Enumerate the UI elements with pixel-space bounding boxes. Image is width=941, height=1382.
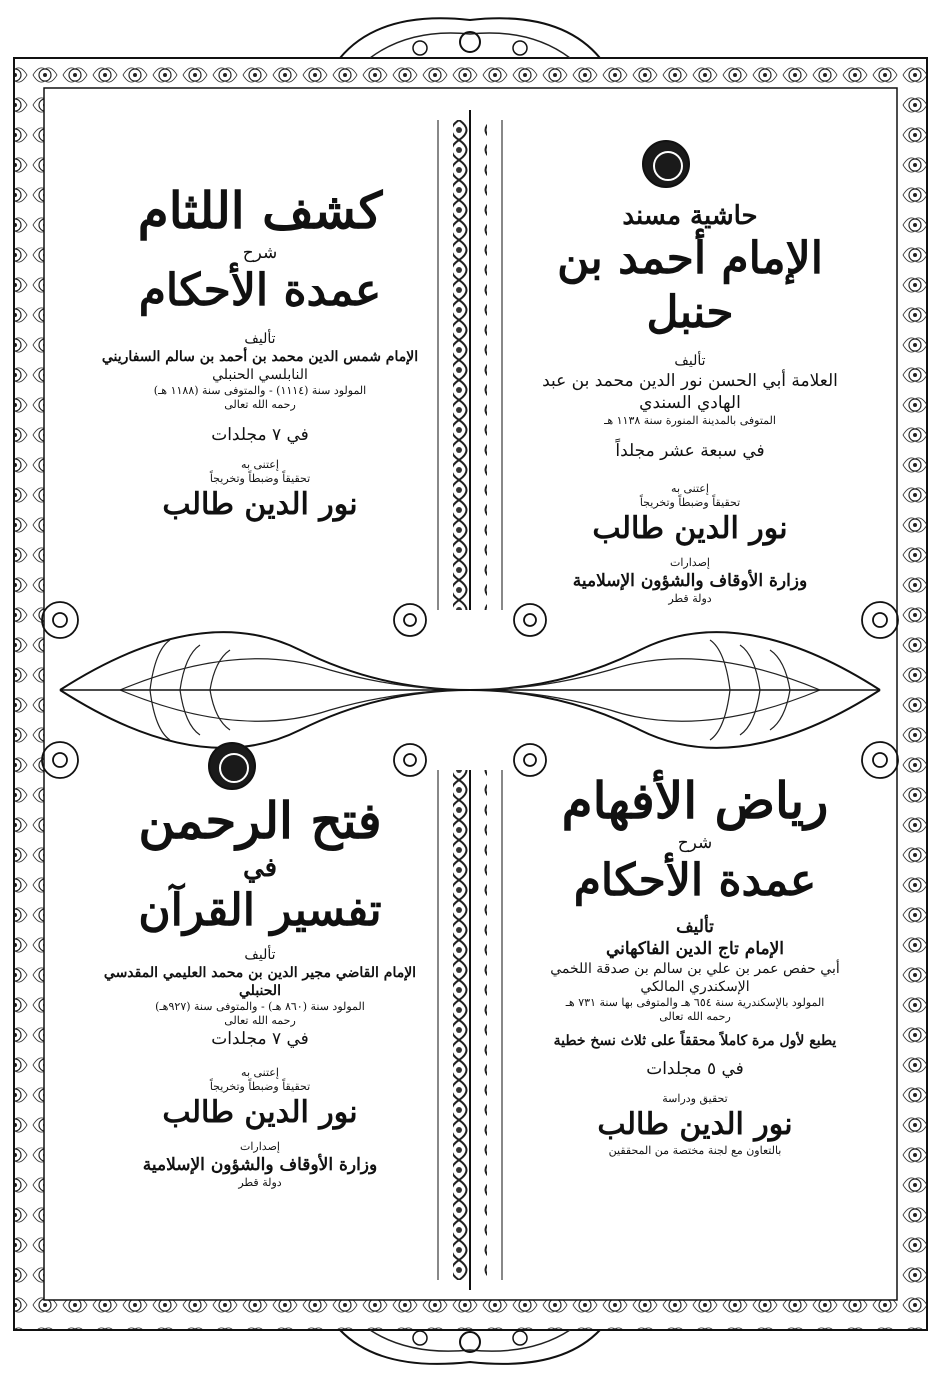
publisher-emblem-icon xyxy=(208,742,256,790)
volumes: في ٧ مجلدات xyxy=(211,1029,309,1049)
prepared-note: تحقيقاً وضبطاً وتخريجاً xyxy=(639,496,741,509)
collaboration-note: بالتعاون مع لجنة مختصة من المحققين xyxy=(608,1144,782,1157)
volumes: في سبعة عشر مجلداً xyxy=(615,441,765,461)
author: العلامة أبي الحسن نور الدين محمد بن عبد الهادي السندي xyxy=(542,371,838,413)
book-subtitle: عمدة الأحكام xyxy=(138,265,382,316)
editor-name: نور الدين طالب xyxy=(162,487,358,522)
volumes: في ٥ مجلدات xyxy=(646,1059,744,1079)
authored-label: تأليف xyxy=(674,353,706,369)
publisher-label: إصدارات xyxy=(240,1140,280,1153)
book-panel-kashf xyxy=(90,180,430,524)
book-title: رياض الأفهام xyxy=(561,771,829,830)
connector: في xyxy=(242,853,278,883)
author: الإمام شمس الدين محمد بن أحمد بن سالم السفاريني xyxy=(101,349,419,365)
edition-note: يطبع لأول مرة كاملاً محققاً على ثلاث نسخ خطية xyxy=(553,1033,837,1049)
country: دولة قطر xyxy=(668,592,712,605)
prepared-label: تحقيق ودراسة xyxy=(662,1092,728,1105)
book-panel-fath xyxy=(90,790,430,1190)
authored-label: تأليف xyxy=(244,331,276,347)
book-panel-musnad xyxy=(520,200,860,606)
author-note: المولود سنة (٨٦٠ هـ) - والمتوفى سنة (٩٢٧هـ) xyxy=(155,1000,365,1013)
editor-name: نور الدين طالب xyxy=(162,1095,358,1130)
author-school: النابلسي الحنبلي xyxy=(212,367,308,383)
country: دولة قطر xyxy=(238,1176,282,1189)
prepared-label: إعتنى به xyxy=(241,458,279,471)
prepared-note: تحقيقاً وضبطاً وتخريجاً xyxy=(209,472,311,485)
volumes: في ٧ مجلدات xyxy=(211,425,309,445)
connector: شرح xyxy=(242,243,278,263)
mercy: رحمه الله تعالى xyxy=(224,1014,296,1027)
prepared-note: تحقيقاً وضبطاً وتخريجاً xyxy=(209,1080,311,1093)
book-subtitle: عمدة الأحكام xyxy=(573,855,817,906)
author-full: أبي حفص عمر بن علي بن سالم بن صدقة اللخمي الإسكندري المالكي xyxy=(550,961,840,995)
book-title: فتح الرحمن xyxy=(138,791,382,850)
book-subtitle: تفسير القرآن xyxy=(138,885,382,936)
editor-name: نور الدين طالب xyxy=(592,511,788,546)
author-note: المولود بالإسكندرية سنة ٦٥٤ هـ والمتوفى بها سنة ٧٣١ هـ xyxy=(565,996,825,1009)
book-title: كشف اللثام xyxy=(137,181,383,240)
mercy: رحمه الله تعالى xyxy=(224,398,296,411)
editor-name: نور الدين طالب xyxy=(597,1107,793,1142)
book-title: الإمام أحمد بن حنبل xyxy=(557,233,823,338)
publisher-emblem-icon xyxy=(642,140,690,188)
author-note: المولود سنة (١١١٤) - والمتوفى سنة (١١٨٨ هـ) xyxy=(153,384,367,397)
author: الإمام تاج الدين الفاكهاني xyxy=(605,939,785,959)
publisher-label: إصدارات xyxy=(670,556,710,569)
publisher: وزارة الأوقاف والشؤون الإسلامية xyxy=(572,571,808,591)
authored-label: تأليف xyxy=(244,947,276,963)
publisher: وزارة الأوقاف والشؤون الإسلامية xyxy=(142,1155,378,1175)
book-panel-riyad xyxy=(520,770,870,1158)
prepared-label: إعتنى به xyxy=(241,1066,279,1079)
author-note: المتوفى بالمدينة المنورة سنة ١١٣٨ هـ xyxy=(604,414,776,427)
authored-label: تأليف xyxy=(676,917,714,937)
mercy: رحمه الله تعالى xyxy=(659,1010,731,1023)
prepared-label: إعتنى به xyxy=(671,482,709,495)
author: الإمام القاضي مجير الدين بن محمد العليمي المقدسي الحنبلي xyxy=(103,965,417,999)
connector: شرح xyxy=(677,833,713,853)
subtitle: حاشية مسند xyxy=(622,201,758,231)
